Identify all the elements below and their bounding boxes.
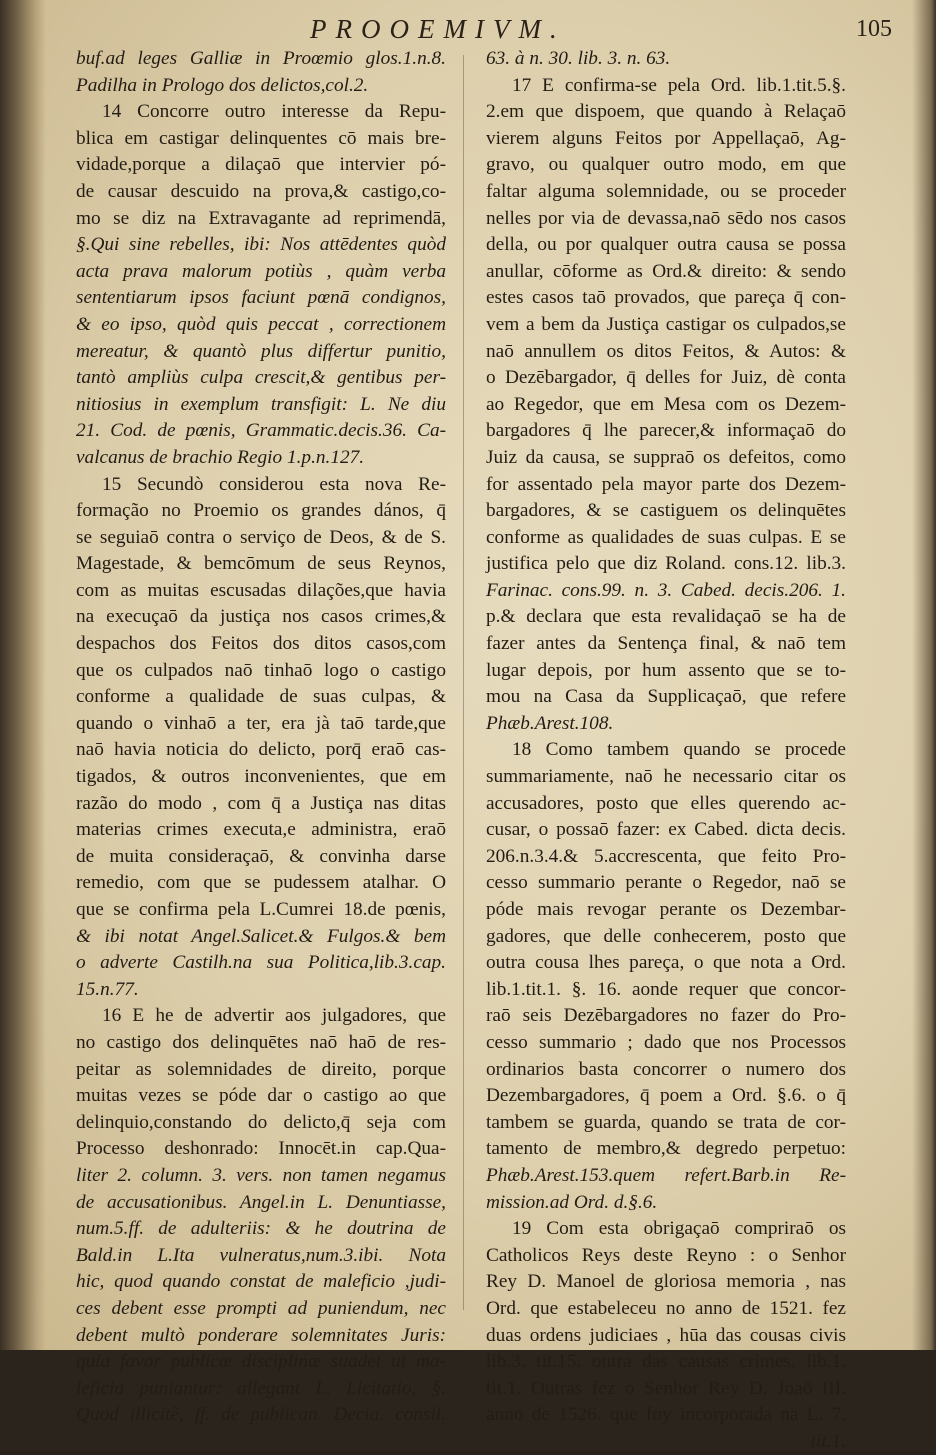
text-line: ordinarios basta concorrer o numero dos (486, 1058, 846, 1080)
text-line: cesso summario ; dado que nos Processos (486, 1031, 846, 1053)
text-line: debent multò ponderare solemnitates Juris: (76, 1324, 446, 1346)
text-line: cusar, o possaō fazer: ex Cabed. dicta decis. (486, 819, 846, 841)
text-line: Dezembargadores, q̄ poem a Ord. §.6. o q̄ (486, 1085, 846, 1107)
text-line: Ord. que estabeleceu no anno de 1521. fez (486, 1297, 846, 1319)
text-line: liter 2. column. 3. vers. non tamen negamus (76, 1164, 446, 1186)
text-line: o adverte Castilh.na sua Politica,lib.3.cap. (76, 952, 446, 974)
text-line: o Dezēbargador, q̄ delles for Juiz, dè conta (486, 367, 846, 389)
text-line: 2.em que dispoem, que quando à Relaçaō (486, 101, 846, 123)
text-line: póde mais revogar perante os Dezembar- (486, 899, 846, 920)
text-line: & ibi notat Angel.Salicet.& Fulgos.& bem (76, 925, 446, 947)
text-line: acta prava malorum potiùs , quàm verba (76, 260, 446, 282)
text-line: tit.1. (810, 1430, 846, 1452)
text-line: lib.1.tit.1. §. 16. aonde requer que concor- (486, 978, 846, 1000)
text-line: ao Regedor, que em Mesa com os Dezem- (486, 393, 846, 415)
text-line: Rey D. Manoel de gloriosa memoria , nas (486, 1271, 846, 1293)
text-line: com as muitas escusadas dilações,que havia (76, 579, 446, 601)
text-line: blica em castigar delinquentes cō mais bre- (76, 127, 446, 149)
text-line: lib.3. tit.15. outra das causas crimes, lib.1. (486, 1351, 846, 1373)
text-line: sententiarum ipsos faciunt pœnā condignos, (76, 287, 446, 309)
text-line: mo se diz na Extravagante ad reprimendā, (76, 207, 446, 229)
text-line: 63. à n. 30. lib. 3. n. 63. (486, 48, 671, 69)
text-line: 19 Com esta obrigaçaō compriraō os (512, 1218, 846, 1240)
text-line: Quod illicitè, ff. de publican. Decia. consil. (76, 1404, 446, 1426)
text-line: conforme a qualidade de suas culpas, & (76, 686, 446, 708)
text-line: 206.n.3.4.& 5.accrescenta, que feito Pro- (486, 845, 846, 867)
text-line: Processo deshonrado: Innocēt.in cap.Qua- (76, 1138, 446, 1160)
text-line: Padilha in Prologo dos delictos,col.2. (76, 74, 369, 96)
text-line: ces debent esse prompti ad puniendum, nec (76, 1297, 446, 1319)
text-line: Phæb.Arest.153.quem refert.Barb.in Re- (486, 1164, 846, 1186)
text-line: 18 Como tambem quando se procede (512, 739, 846, 761)
text-line: Phæb.Arest.108. (486, 712, 614, 734)
text-line: tantò ampliùs culpa crescit,& gentibus per- (76, 367, 446, 389)
text-line: muitas vezes se póde dar o castigo ao que (76, 1085, 446, 1107)
text-line: duas ordens judiciaes , hūa das cousas civis (486, 1324, 846, 1346)
text-line: p.& declara que esta revalidaçaō se ha de (486, 606, 846, 628)
column-divider (463, 55, 464, 1310)
text-line: nitiosius in exemplum transfigit: L. Ne diu (76, 393, 446, 415)
text-line: Magestade, & bemcōmum de seus Reynos, (76, 553, 446, 575)
text-line: raō seis Dezēbargadores no fazer do Pro- (486, 1005, 846, 1027)
text-line: estes casos taō provados, que pareça q̄ con- (486, 287, 846, 309)
text-line: buf.ad leges Galliæ in Proœmio glos.1.n.8. (76, 48, 446, 69)
text-line: valcanus de brachio Regio 1.p.n.127. (76, 446, 365, 468)
text-line: accusadores, posto que elles querendo ac- (486, 792, 846, 814)
text-line: remedio, com que se pudessem atalhar. O (76, 872, 446, 894)
text-line: quia favor publicæ disciplinæ suadet ut ma- (76, 1351, 446, 1373)
text-line: 16 E he de advertir aos julgadores, que (102, 1005, 446, 1027)
text-line: vem a bem da Justiça castigar os culpados,se (486, 313, 846, 335)
page-number: 105 (856, 16, 892, 42)
text-line: que se confirma pela L.Cumrei 18.de pœnis, (76, 899, 446, 920)
text-line: 21. Cod. de pœnis, Grammatic.decis.36. Ca- (76, 420, 446, 442)
text-line: mereatur, & quantò plus differtur punitio, (76, 340, 446, 362)
text-line: formação no Proemio os grandes dános, q̄ (76, 500, 446, 522)
running-head: PROOEMIVM. (310, 14, 566, 44)
text-line: tit.1. Outras fez o Senhor Rey D. Joaō III. (486, 1377, 846, 1399)
text-line: peitar as solemnidades de direito, porque (76, 1058, 446, 1080)
text-line: que os culpados naō tinhaō logo o castigo (76, 659, 446, 681)
text-line: leficia puniantur: allegant L. Licitatio, §. (76, 1377, 446, 1399)
text-line: Farinac. cons.99. n. 3. Cabed. decis.206. 1. (486, 579, 846, 601)
right-column (486, 46, 846, 1455)
text-line: justifica pelo que diz Roland. cons.12. lib.3. (486, 553, 846, 575)
text-line: naō annullem os ditos Feitos, & Autos: & (486, 340, 846, 362)
text-line: se seguiaō contra o serviço de Deos, & de S. (76, 526, 446, 548)
page-edge-shadow (912, 0, 936, 1350)
text-line: mission.ad Ord. d.§.6. (486, 1191, 658, 1213)
text-line: no castigo dos delinquētes naō haō de res- (76, 1031, 446, 1053)
text-line: for assentado pela mayor parte dos Dezem- (486, 473, 846, 495)
text-line: Bald.in L.Ita vulneratus,num.3.ibi. Nota (76, 1244, 446, 1266)
text-line: cesso summario perante o Regedor, naō se (486, 872, 846, 894)
text-line: Catholicos Reys deste Reyno : o Senhor (486, 1244, 846, 1266)
left-column (76, 46, 446, 1429)
text-line: 17 E confirma-se pela Ord. lib.1.tit.5.§. (512, 74, 846, 96)
text-line: razão do modo , com q̄ a Justiça nas ditas (76, 792, 446, 814)
text-line: tamento de membro,& degredo perpetuo: (486, 1138, 846, 1160)
text-line: 15.n.77. (76, 978, 139, 1000)
text-line: vierem alguns Feitos por Appellaçaō, Ag- (486, 127, 846, 149)
text-line: tigados, & outros inconvenientes, que em (76, 766, 446, 788)
text-line: bargadores q̄ lhe parecer,& informaçaō do (486, 420, 846, 442)
text-line: conforme as qualidades de suas culpas. E se (486, 526, 846, 548)
text-line: della, ou por qualquer outra causa se possa (486, 234, 846, 256)
text-line: mou na Casa da Supplicaçaō, que refere (486, 686, 846, 708)
text-line: tambem se guarda, quando se trata de cor- (486, 1111, 846, 1133)
text-line: outra cousa lhes pareça, o que nota a Ord. (486, 952, 846, 974)
text-line: quando o vinhaō a ter, era jà taō tarde,que (76, 712, 446, 734)
text-line: hic, quod quando constat de maleficio ,judi- (76, 1271, 446, 1293)
text-line: §.Qui sine rebelles, ibi: Nos attēdentes quòd (76, 234, 446, 256)
text-line: de accusationibus. Angel.in L. Denuntiasse, (76, 1191, 446, 1213)
text-line: lugar depois, por hum assento que se to- (486, 659, 846, 681)
text-line: de muita consideraçaō, & convinha darse (76, 845, 446, 867)
text-line: fazer antes da Sentença final, & naō tem (486, 633, 846, 655)
text-line: gadores, que delle conhecerem, posto que (486, 925, 846, 947)
text-line: & eo ipso, quòd quis peccat , correctionem (76, 313, 446, 335)
text-line: delinquio,constando do delicto,q̄ seja com (76, 1111, 446, 1133)
text-line: Juiz da causa, se suppraō os defeitos, como (486, 446, 846, 468)
text-line: de causar descuido na prova,& castigo,co- (76, 180, 446, 202)
text-line: vidade,porque a dilaçaō que intervier pó- (76, 154, 446, 176)
text-line: faltar alguma solemnidade, ou se proceder (486, 180, 846, 202)
text-line: 15 Secundò considerou esta nova Re- (102, 473, 446, 495)
text-line: gravo, ou qualquer outro modo, em que (486, 154, 846, 176)
text-line: num.5.ff. de adulteriis: & he doutrina de (76, 1218, 446, 1240)
text-line: anno de 1526. que foy incorporada na L. 7. (486, 1404, 846, 1426)
text-line: 14 Concorre outro interesse da Repu- (102, 101, 446, 123)
binding-gutter (0, 0, 46, 1350)
text-line: bargadores, & se castiguem os delinquētes (486, 500, 846, 522)
text-line: naō havia noticia do delicto, porq̄ eraō cas- (76, 739, 446, 761)
text-line: na execuçaō da justiça nos casos crimes,& (76, 606, 446, 628)
text-line: nelles por via de devassa,naō sēdo nos casos (486, 207, 846, 229)
text-line: despachos dos Feitos dos ditos casos,com (76, 633, 446, 655)
text-line: anullar, cōforme as Ord.& direito: & sendo (486, 260, 846, 282)
text-line: materias crimes executa,e administra, eraō (76, 819, 446, 841)
text-line: summariamente, naō he necessario citar os (486, 766, 846, 788)
